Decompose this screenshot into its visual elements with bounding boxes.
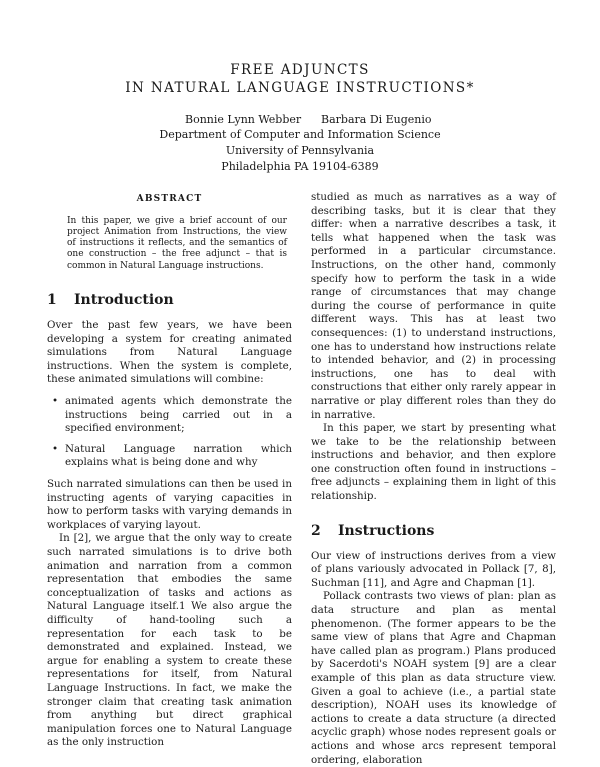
- intro-bullet-list: [47, 395, 292, 470]
- bullet-mark: •: [52, 442, 59, 455]
- section-2-title: Instructions: [338, 522, 435, 539]
- intro-paragraph-1: Over the past few years, we have been developing a system for creating animated simulations from Natural Language instructions. When the system is complete, these animated simulations will combine:: [47, 319, 292, 386]
- author-webber: Bonnie Lynn Webber: [185, 113, 302, 126]
- paper-title-line2: IN NATURAL LANGUAGE INSTRUCTIONS*: [125, 80, 475, 96]
- section-2-heading: [311, 522, 556, 540]
- section-1-number: 1: [47, 292, 57, 309]
- intro-paragraph-2: Such narrated simulations can then be used in instructing agents of varying capacities in how to perform tasks with varying demands in workplaces of varying layout.: [47, 478, 292, 531]
- bullet-mark: •: [52, 395, 59, 408]
- bullet-narration-text: Natural Language narration which explains what is being done and why: [65, 442, 292, 469]
- left-column: [47, 193, 292, 750]
- affiliation-address: Philadelphia PA 19104-6389: [221, 160, 379, 173]
- intro-paragraph-4: In this paper, we start by presenting what we take to be the relationship between instructions and behavior, and then explore one construction often found in instructions – free adjuncts – explaining them in light of this relationship.: [311, 422, 556, 503]
- section-1-heading: [47, 291, 292, 309]
- right-column: [311, 191, 556, 767]
- section-2-number: 2: [311, 522, 321, 539]
- authors-block: [0, 112, 600, 172]
- bullet-animated-agents: [47, 395, 292, 436]
- affiliation-university: University of Pennsylvania: [225, 144, 375, 157]
- bullet-animated-agents-text: animated agents which demonstrate the instructions being carried out in a specified environment;: [65, 395, 292, 435]
- abstract-heading: ABSTRACT: [136, 194, 203, 204]
- paper-title-line1: FREE ADJUNCTS: [230, 62, 370, 78]
- author-di-eugenio: Barbara Di Eugenio: [321, 113, 432, 126]
- instructions-paragraph-1: Our view of instructions derives from a view of plans variously advocated in Pollack [7, 8], Suchman [11], and Agre and Chapman [1].: [311, 549, 556, 589]
- affiliation-department: Department of Computer and Information Science: [159, 128, 441, 141]
- bullet-narration: [47, 443, 292, 470]
- section-1-title: Introduction: [74, 292, 174, 309]
- instructions-paragraph-2: Pollack contrasts two views of plan: plan as data structure and plan as mental phenomenon. (The former appears to be the same view of plans that Agre and Chapman have called plan as program.) Plans produced by Sacerdoti's NOAH system [9] are a clear example of this plan as data structure view. Given a goal to achieve (i.e., a partial state description), NOAH uses its knowledge of actions to create a data structure (a directed acyclic graph) whose nodes represent goals or actions and whose arcs represent temporal ordering, elaboration: [311, 590, 556, 766]
- intro-paragraph-3: In [2], we argue that the only way to create such narrated simulations is to drive both animation and narration from a common representation that embodies the same conceptualization of tasks and actions as Natural Language itself.1 We also argue the difficulty of hand-tooling such a representation for each task to be demonstrated and explained. Instead, we argue for enabling a system to create these representations for itself, from Natural Language Instructions. In fact, we make the stronger claim that creating task animation from anything but direct graphical manipulation forces one to Natural Language as the only instruction: [47, 532, 292, 749]
- abstract-text: In this paper, we give a brief account of our project Animation from Instructions, the view of instructions it reflects, and the semantics of one construction – the free adjunct – that is common in Natural Language instructions.: [67, 215, 287, 271]
- intro-continued-paragraph: studied as much as narratives as a way of describing tasks, but it is clear that they differ: when a narrative describes a task, it tells what happened when the task was performed in a particular circumstance. Instructions, on the other hand, commonly specify how to perform the task in a wide range of circumstances that may change during the course of performance in quite different ways. This has at least two consequences: (1) to understand instructions, one has to understand how instructions relate to intended behavior, and (2) in processing instructions, one has to deal with constructions that either only rarely appear in narrative or play different roles than they do in narrative.: [311, 191, 556, 421]
